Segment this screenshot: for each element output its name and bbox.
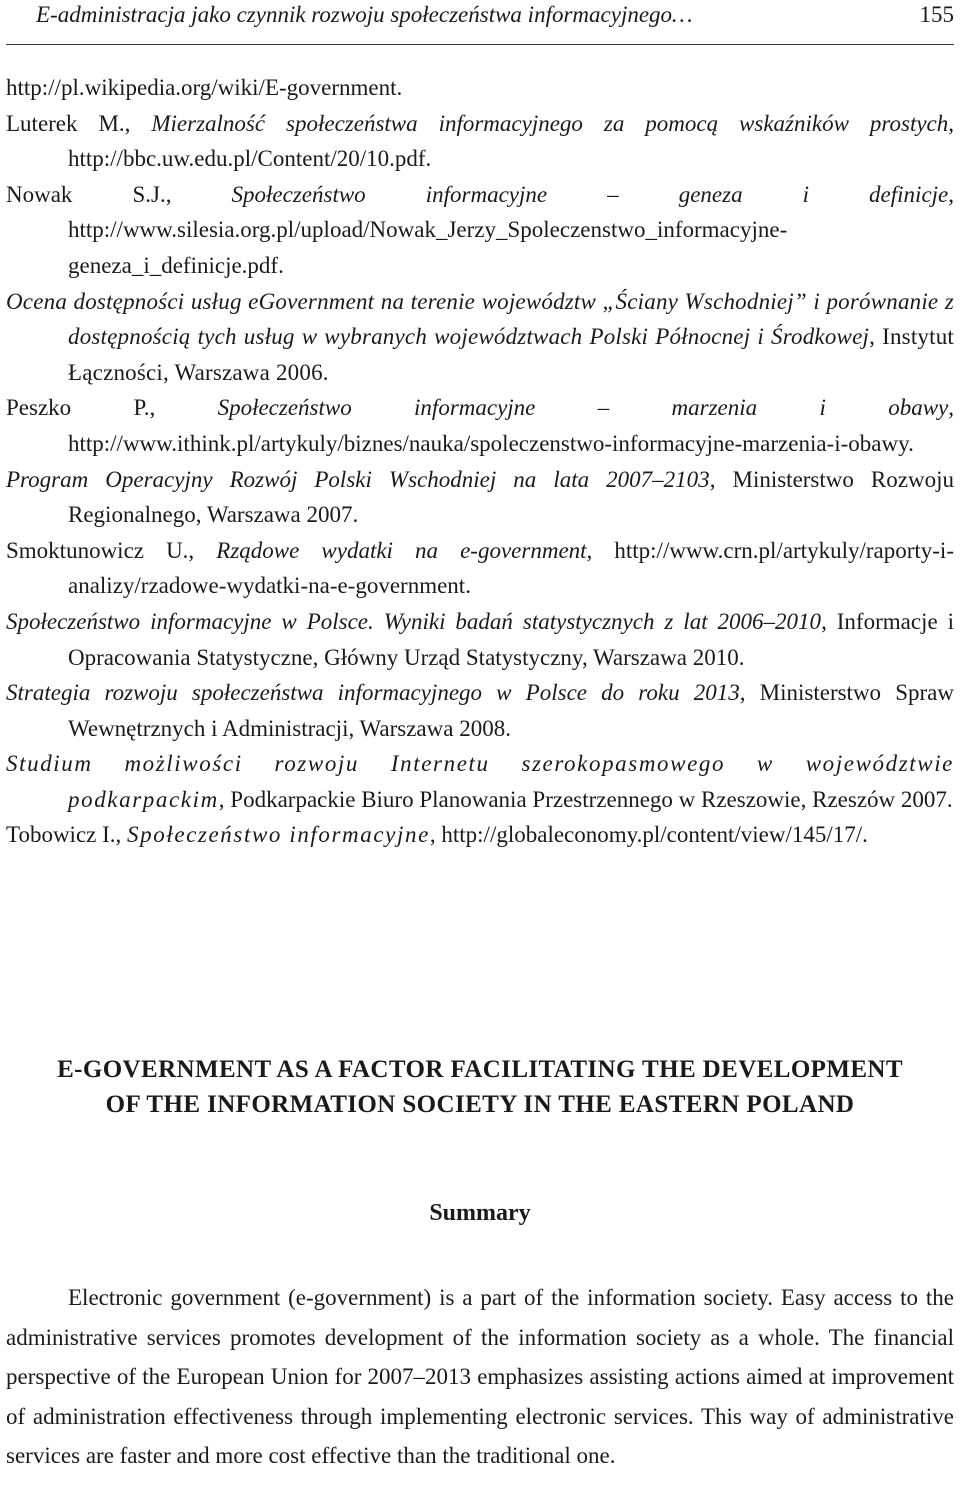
reference-url[interactable]: , http://www.ithink.pl/artykuly/biznes/nauka/spoleczenstwo-informacyjne-marzenia-i-obawy. <box>68 395 954 456</box>
reference-url[interactable]: , http://www.silesia.org.pl/upload/Nowak_Jerzy_Spoleczenstwo_informacyjne-geneza_i_definicje.pdf. <box>68 181 954 278</box>
reference-item: Nowak S.J., Społeczeństwo informacyjne – geneza i definicje, http://www.silesia.org.pl/upload/Nowak_Jerzy_Spoleczenstwo_informacyjne-geneza_i_definicje.pdf. <box>6 181 954 278</box>
reference-item: Tobowicz I., Społeczeństwo informacyjne, http://globaleconomy.pl/content/view/145/17/. <box>6 822 868 848</box>
reference-url[interactable]: , http://bbc.uw.edu.pl/Content/20/10.pdf. <box>68 110 954 172</box>
reference-url[interactable]: , http://www.crn.pl/artykuly/raporty-i-analizy/rzadowe-wydatki-na-e-government. <box>68 537 954 599</box>
reference-item: Peszko P., Społeczeństwo informacyjne – marzenia i obawy, http://www.ithink.pl/artykuly/biznes/nauka/spoleczenstwo-informacyjne-marzenia-i-obawy. <box>6 395 954 456</box>
reference-item: Luterek M., Mierzalność społeczeństwa informacyjnego za pomocą wskaźników prostych, http://bbc.uw.edu.pl/Content/20/10.pdf. <box>6 110 954 172</box>
reference-item: Społeczeństwo informacyjne w Polsce. Wyniki badań statystycznych z lat 2006–2010, Informacje i Opracowania Statystyczne, Główny Urząd Statystyczny, Warszawa 2010. <box>6 608 954 670</box>
reference-item: Program Operacyjny Rozwój Polski Wschodniej na lata 2007–2103, Ministerstwo Rozwoju Regionalnego, Warszawa 2007. <box>6 466 954 528</box>
running-header-title: E-administracja jako czynnik rozwoju społeczeństwa informacyjnego… <box>36 2 693 27</box>
page-number: 155 <box>919 2 954 27</box>
reference-item: Strategia rozwoju społeczeństwa informacyjnego w Polsce do roku 2013, Ministerstwo Spraw Wewnętrznych i Administracji, Warszawa 2008. <box>6 680 954 741</box>
reference-item: Smoktunowicz U., Rządowe wydatki na e-government, http://www.crn.pl/artykuly/raporty-i-analizy/rzadowe-wydatki-na-e-government. <box>6 537 954 599</box>
reference-item: Studium możliwości rozwoju Internetu szerokopasmowego w województwie podkarpackim, Podkarpackie Biuro Planowania Przestrzennego w Rzeszowie, Rzeszów 2007. <box>6 751 954 812</box>
english-title-line: E-GOVERNMENT AS A FACTOR FACILITATING THE DEVELOPMENT <box>57 1056 903 1083</box>
summary-paragraph: Electronic government (e-government) is a part of the information society. Easy access to the administrative services promotes development of the information society as a whole. The financial perspective of the European Union for 2007–2013 emphasizes assisting actions aimed at improvement of administration effectiveness through implementing electronic services. This way of administrative services are faster and more cost effective than the traditional one. <box>6 1285 954 1469</box>
reference-url[interactable]: , http://globaleconomy.pl/content/view/145/17/. <box>429 822 868 848</box>
running-header <box>6 0 954 45</box>
bibliography-list <box>6 70 954 853</box>
reference-item: Ocena dostępności usług eGovernment na terenie województw „Ściany Wschodniej” i porównanie z dostępnością tych usług w wybranych województwach Polski Północnej i Środkowej, Instytut Łączności, Warszawa 2006. <box>6 288 954 385</box>
english-title-line: OF THE INFORMATION SOCIETY IN THE EASTERN POLAND <box>105 1091 855 1118</box>
summary-heading: Summary <box>429 1200 531 1226</box>
english-title <box>0 1052 960 1122</box>
reference-item <box>6 70 954 106</box>
reference-url[interactable]: http://pl.wikipedia.org/wiki/E-government. <box>6 75 403 100</box>
